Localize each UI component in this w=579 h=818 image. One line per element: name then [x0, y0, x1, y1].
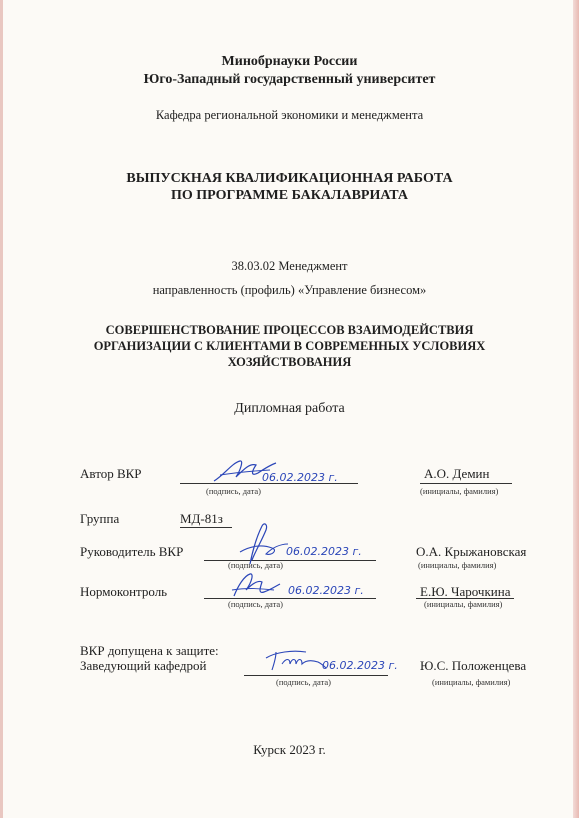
admission-sign-caption: (подпись, дата) [276, 677, 332, 687]
department-name: Кафедра региональной экономики и менеджмента [155, 108, 424, 122]
group-value: МД-81з [180, 511, 223, 526]
topic-line3: ХОЗЯЙСТВОВАНИЯ [227, 355, 352, 369]
program-code: 38.03.02 Менеджмент [231, 259, 348, 273]
author-name: А.О. Демин [424, 466, 490, 481]
work-type-line2: ПО ПРОГРАММЕ БАКАЛАВРИАТА [171, 188, 408, 203]
supervisor-sign-caption: (подпись, дата) [228, 560, 284, 570]
admission-date: 06.02.2023 г. [322, 659, 398, 672]
topic-line2: ОРГАНИЗАЦИИ С КЛИЕНТАМИ В СОВРЕМЕННЫХ УСЛОВИЯХ [93, 339, 486, 353]
author-name-line [420, 483, 512, 484]
supervisor-label: Руководитель ВКР [80, 544, 184, 559]
author-sign-caption: (подпись, дата) [206, 486, 262, 496]
normcontrol-name: Е.Ю. Чарочкина [420, 584, 511, 599]
normcontrol-sign-caption: (подпись, дата) [228, 599, 284, 609]
work-type-line1: ВЫПУСКНАЯ КВАЛИФИКАЦИОННАЯ РАБОТА [126, 171, 453, 186]
supervisor-date: 06.02.2023 г. [286, 545, 362, 558]
normcontrol-label: Нормоконтроль [80, 584, 168, 599]
author-label: Автор ВКР [80, 466, 142, 481]
head-signature-icon [262, 644, 328, 674]
admission-sign-line [244, 675, 388, 676]
supervisor-name-caption: (инициалы, фамилия) [418, 560, 497, 570]
city-year: Курск 2023 г. [253, 742, 326, 757]
program-profile: направленность (профиль) «Управление бизнесом» [152, 283, 427, 297]
document-kind: Дипломная работа [234, 401, 345, 416]
supervisor-name: О.А. Крыжановская [416, 544, 527, 559]
author-name-caption: (инициалы, фамилия) [420, 486, 499, 496]
topic-line1: СОВЕРШЕНСТВОВАНИЕ ПРОЦЕССОВ ВЗАИМОДЕЙСТВИЯ [105, 323, 474, 337]
normcontrol-date: 06.02.2023 г. [288, 584, 364, 597]
admission-label: ВКР допущена к защите: [80, 643, 219, 658]
author-date: 06.02.2023 г. [262, 471, 338, 484]
normcontrol-name-caption: (инициалы, фамилия) [424, 599, 503, 609]
head-name-caption: (инициалы, фамилия) [432, 677, 511, 687]
head-of-department-label: Заведующий кафедрой [80, 658, 207, 673]
university-name: Юго-Западный государственный университет [143, 72, 436, 87]
ministry-name: Минобрнауки России [221, 54, 358, 69]
head-name: Ю.С. Положенцева [420, 658, 527, 673]
group-label: Группа [80, 511, 120, 526]
group-underline [180, 527, 232, 528]
